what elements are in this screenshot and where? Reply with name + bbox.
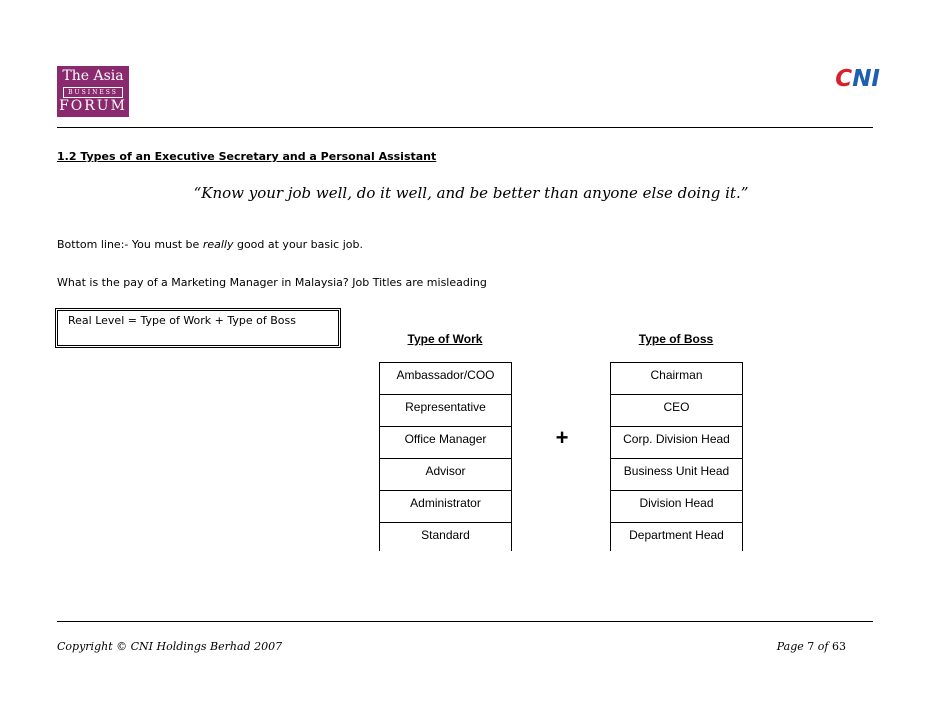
cni-logo-c: C [835,66,853,92]
table-row: Department Head [611,522,742,551]
table-row: Standard [380,522,511,551]
table-row: Chairman [611,362,742,394]
table-row: Representative [380,394,511,426]
page-total: 63 [832,640,846,653]
type-of-boss-table [610,362,743,551]
table-row: CEO [611,394,742,426]
table-row: Advisor [380,458,511,490]
bottom-line-before: Bottom line:- You must be [57,238,203,251]
header-rule [57,127,873,128]
type-of-work-table [379,362,512,551]
footer-rule [57,621,873,622]
bottom-line-after: good at your basic job. [233,238,363,251]
table-row: Business Unit Head [611,458,742,490]
table-row: Office Manager [380,426,511,458]
formula-box [55,308,341,348]
page-current: 7 [807,640,815,653]
formula-text: Real Level = Type of Work + Type of Boss [68,314,296,327]
bottom-line-paragraph [57,238,363,251]
bottom-line-emphasis: really [202,238,234,251]
logo-line-3: FORUM [59,98,127,114]
type-of-work-title: Type of Work [407,332,483,346]
plus-sign: + [555,425,569,450]
logo-line-2: BUSINESS [63,87,123,98]
page-word: Page [776,640,804,653]
asia-business-forum-logo [57,66,129,117]
logo-line-1: The Asia [62,68,124,84]
table-row: Ambassador/COO [380,362,511,394]
cni-logo [826,66,880,92]
question-paragraph: What is the pay of a Marketing Manager in Malaysia? Job Titles are misleading [57,276,487,289]
copyright-text: Copyright © CNI Holdings Berhad 2007 [57,640,283,653]
type-of-boss-title: Type of Boss [638,332,714,346]
cni-logo-ni: NI [852,66,880,92]
table-row: Administrator [380,490,511,522]
page-of: of [817,640,829,653]
quote: “Know your job well, do it well, and be better than anyone else doing it.” [193,184,749,202]
page-number [777,640,846,653]
table-row: Division Head [611,490,742,522]
table-row: Corp. Division Head [611,426,742,458]
section-heading: 1.2 Types of an Executive Secretary and a Personal Assistant [57,150,437,163]
